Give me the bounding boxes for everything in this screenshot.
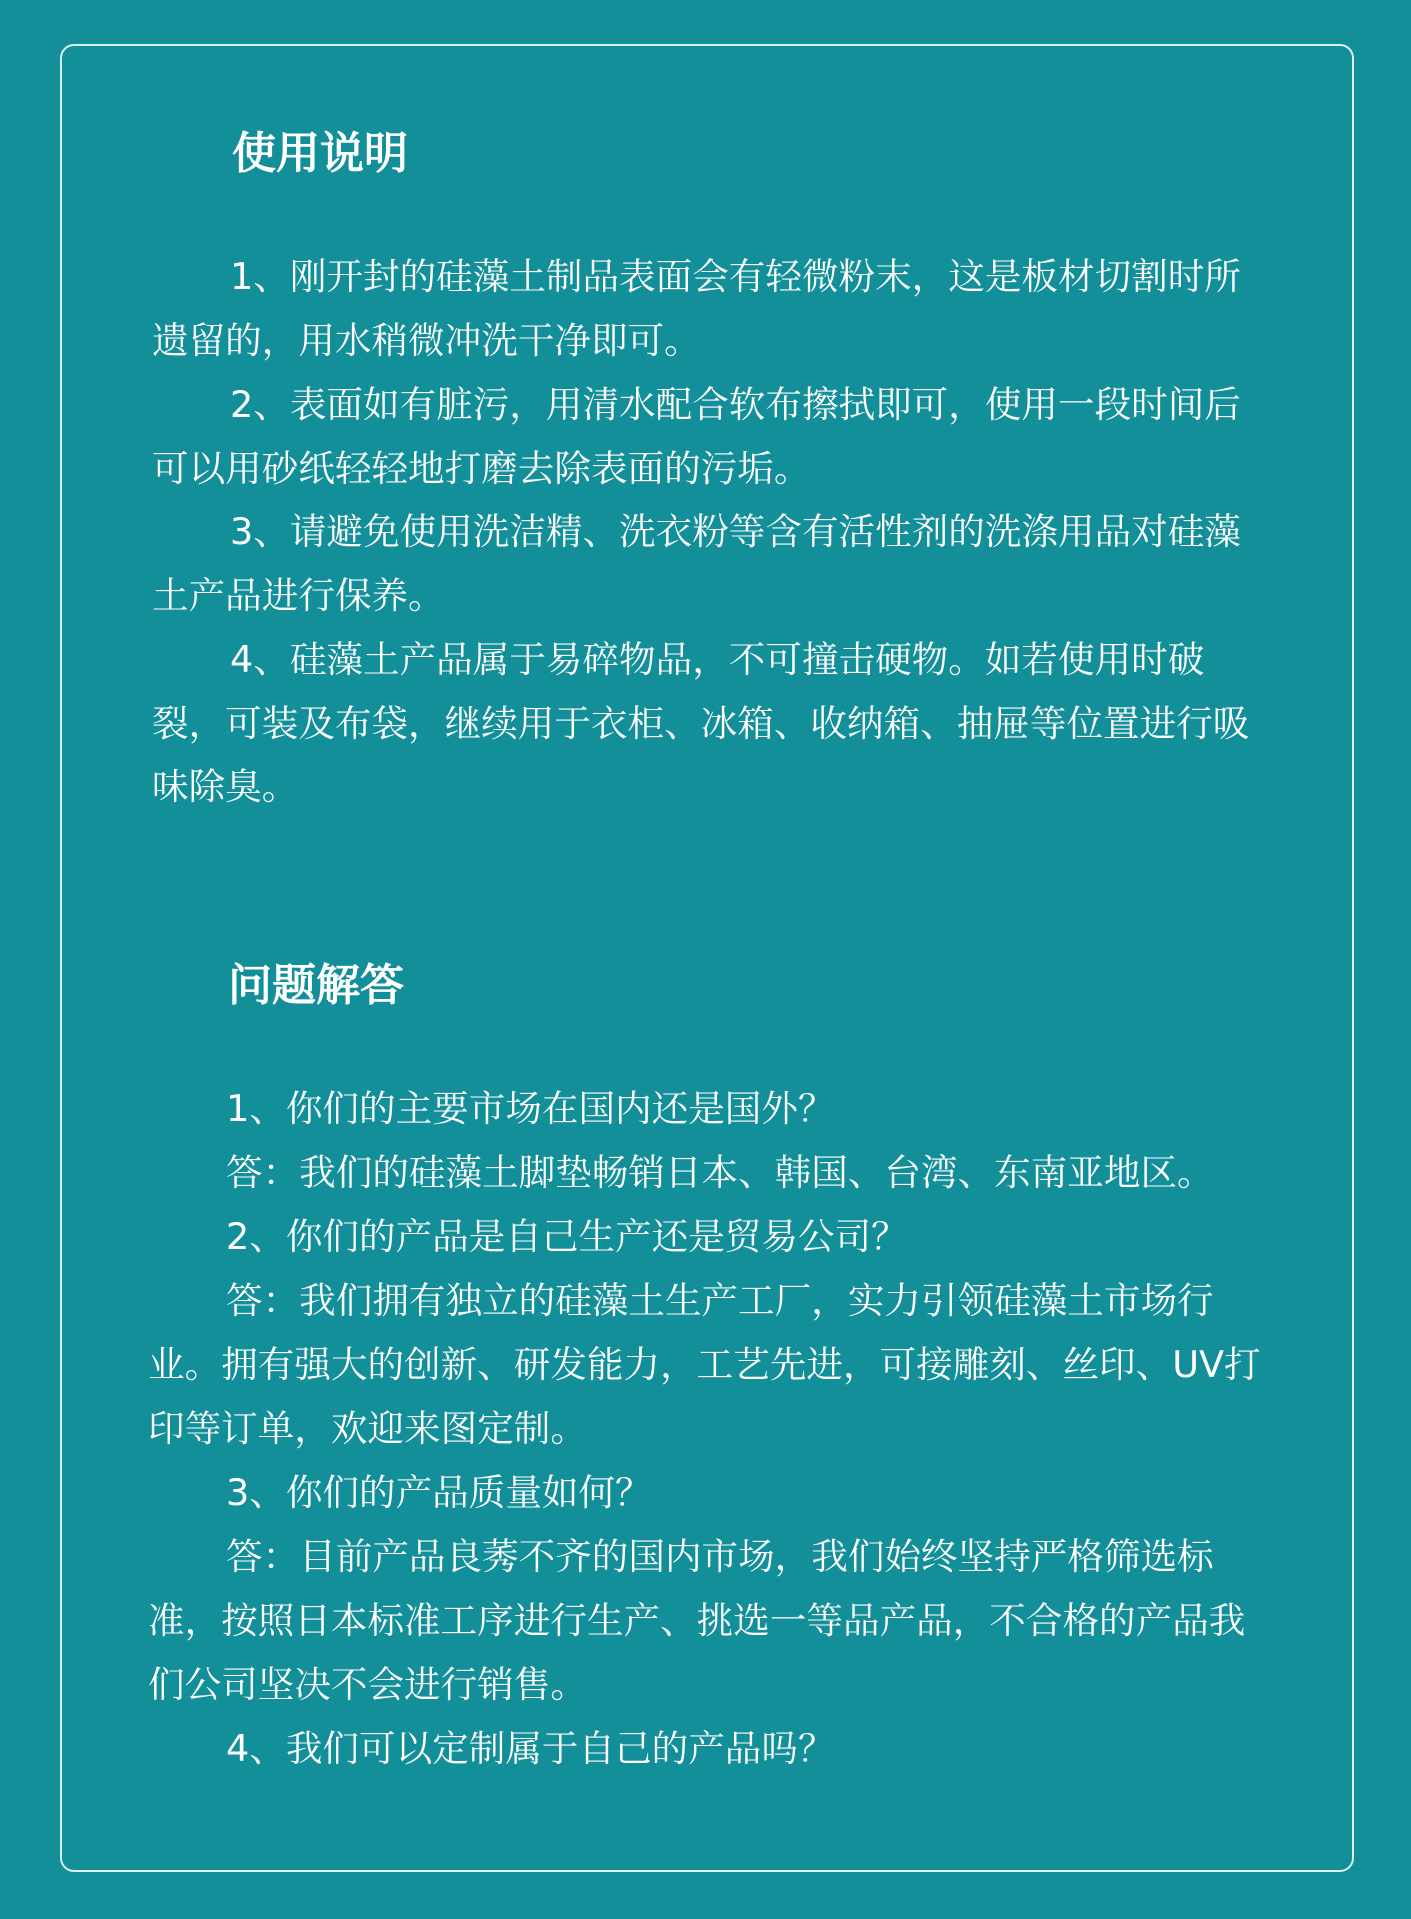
faq-question-2: 2、你们的产品是自己生产还是贸易公司？ — [226, 1215, 908, 1258]
faq-answer-1: 答：我们的硅藻土脚垫畅销日本、韩国、台湾、东南亚地区。 — [226, 1151, 1214, 1194]
usage-section-title: 使用说明 — [232, 128, 408, 179]
usage-item-4: 4、硅藻土产品属于易碎物品，不可撞击硬物。如若使用时破裂，可装及布袋，继续用于衣柜、冰箱、收纳箱、抽屉等位置进行吸味除臭。 — [152, 638, 1250, 809]
faq-answer-2: 答：我们拥有独立的硅藻土生产工厂，实力引领硅藻土市场行业。拥有强大的创新、研发能力，工艺先进，可接雕刻、丝印、UV打印等订单，欢迎来图定制。 — [148, 1279, 1261, 1450]
usage-item-3: 3、请避免使用洗洁精、洗衣粉等含有活性剂的洗涤用品对硅藻土产品进行保养。 — [152, 510, 1241, 617]
usage-item-2: 2、表面如有脏污，用清水配合软布擦拭即可，使用一段时间后可以用砂纸轻轻地打磨去除表面的污垢。 — [152, 383, 1241, 490]
faq-answer-3: 答：目前产品良莠不齐的国内市场，我们始终坚持严格筛选标准，按照日本标准工序进行生产、挑选一等品产品，不合格的产品我们公司坚决不会进行销售。 — [148, 1535, 1246, 1706]
faq-question-1: 1、你们的主要市场在国内还是国外？ — [226, 1087, 835, 1130]
faq-question-3: 3、你们的产品质量如何？ — [226, 1471, 652, 1514]
faq-section-title: 问题解答 — [228, 960, 404, 1011]
usage-item-1: 1、刚开封的硅藻土制品表面会有轻微粉末，这是板材切割时所遗留的，用水稍微冲洗干净即可。 — [152, 255, 1241, 362]
faq-question-4: 4、我们可以定制属于自己的产品吗？ — [226, 1727, 835, 1770]
